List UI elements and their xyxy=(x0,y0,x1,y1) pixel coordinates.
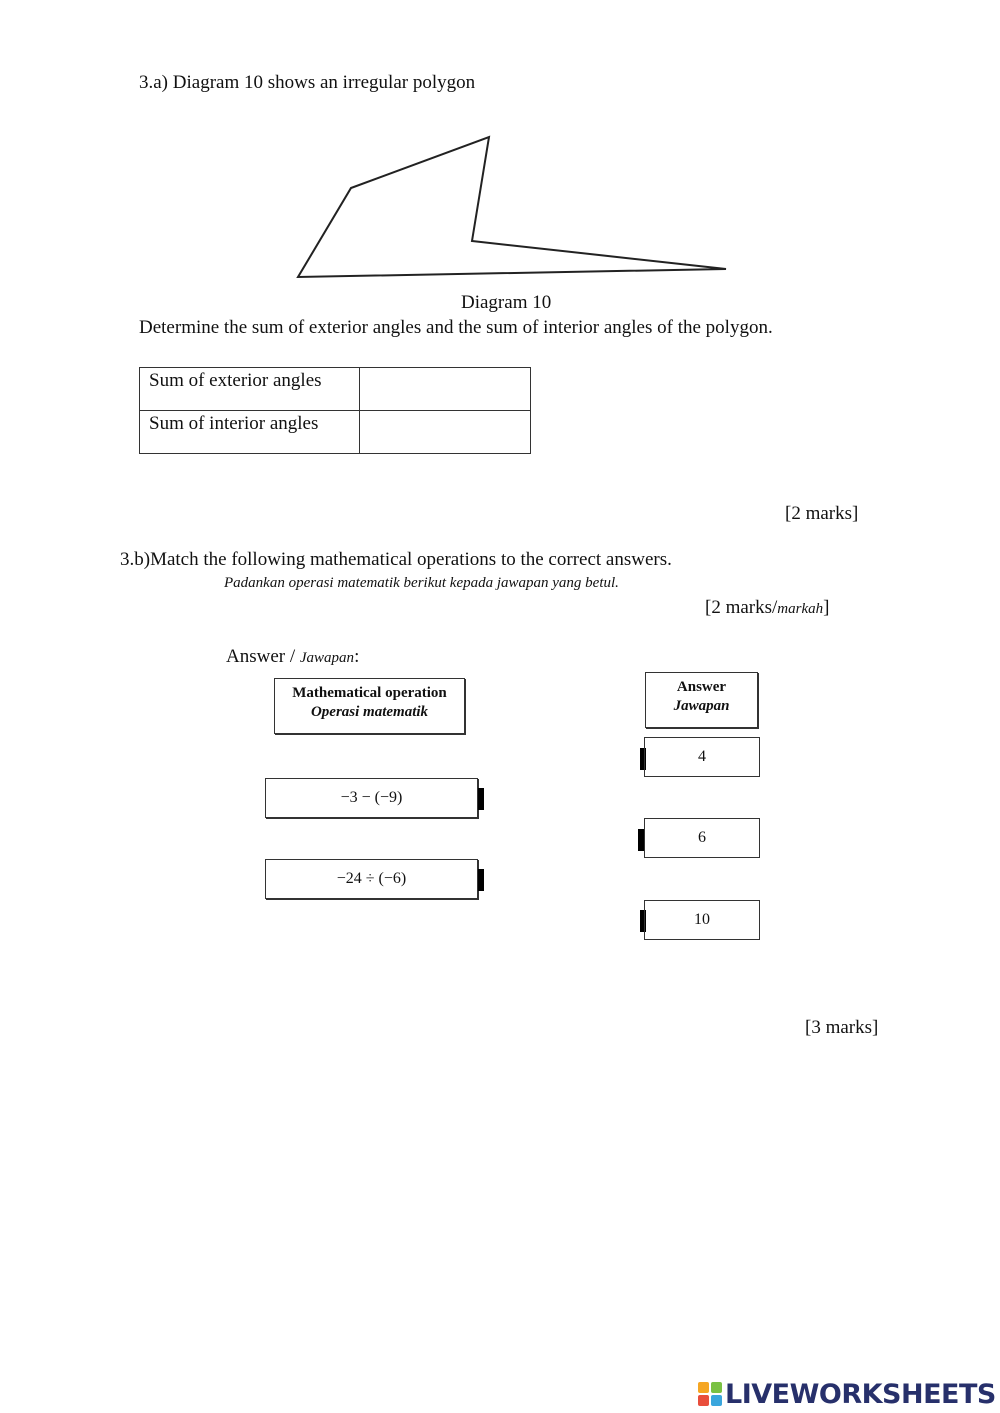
operation-item-1[interactable]: −3 − (−9) xyxy=(265,778,478,818)
operation-item-2[interactable]: −24 ÷ (−6) xyxy=(265,859,478,899)
exterior-angles-label: Sum of exterior angles xyxy=(140,368,360,411)
operation-header-ms: Operasi matematik xyxy=(310,704,429,720)
operation-1-drag-handle[interactable] xyxy=(478,788,484,810)
question-3b-title: 3.b)Match the following mathematical operations to the correct answers. xyxy=(120,549,672,570)
operation-header-box xyxy=(274,678,465,734)
interior-angles-label: Sum of interior angles xyxy=(140,411,360,454)
answer-item-1[interactable]: 4 xyxy=(644,737,760,777)
diagram-caption: Diagram 10 xyxy=(461,292,552,313)
table-row xyxy=(140,411,531,454)
question-3b-total-marks: [3 marks] xyxy=(805,1017,879,1038)
liveworksheets-logo-icon xyxy=(697,1381,723,1407)
answer-label-en: Answer / xyxy=(226,646,300,667)
marks-ms: markah xyxy=(777,601,824,617)
marks-en: [2 marks/ xyxy=(705,597,778,618)
liveworksheets-brand xyxy=(697,1378,996,1410)
answer-label xyxy=(226,646,359,668)
operation-2-drag-handle[interactable] xyxy=(478,869,484,891)
interior-angles-answer-field[interactable] xyxy=(360,411,531,454)
irregular-polygon-diagram xyxy=(290,128,735,288)
answer-item-3[interactable]: 10 xyxy=(644,900,760,940)
answer-item-2[interactable]: 6 xyxy=(644,818,760,858)
brand-name: LIVEWORKSHEETS xyxy=(725,1378,996,1410)
answer-header-box xyxy=(645,672,758,728)
question-3b-marks xyxy=(705,597,829,619)
question-3a-title: 3.a) Diagram 10 shows an irregular polygon xyxy=(139,72,476,93)
angles-table xyxy=(139,367,531,454)
answer-header-ms: Jawapan xyxy=(673,698,730,714)
question-3b-subtitle: Padankan operasi matematik berikut kepada jawapan yang betul. xyxy=(224,575,619,591)
polygon-shape xyxy=(298,137,726,277)
answer-label-ms: Jawapan xyxy=(299,650,355,666)
exterior-angles-answer-field[interactable] xyxy=(360,368,531,411)
table-row xyxy=(140,368,531,411)
marks-close: ] xyxy=(823,597,830,618)
answer-label-colon: : xyxy=(354,646,360,667)
operation-header: Mathematical operation xyxy=(292,685,447,701)
answer-header: Answer xyxy=(676,679,727,695)
question-3a-marks: [2 marks] xyxy=(785,503,859,524)
question-3a-instruction: Determine the sum of exterior angles and the sum of interior angles of the polygon. xyxy=(139,317,773,338)
